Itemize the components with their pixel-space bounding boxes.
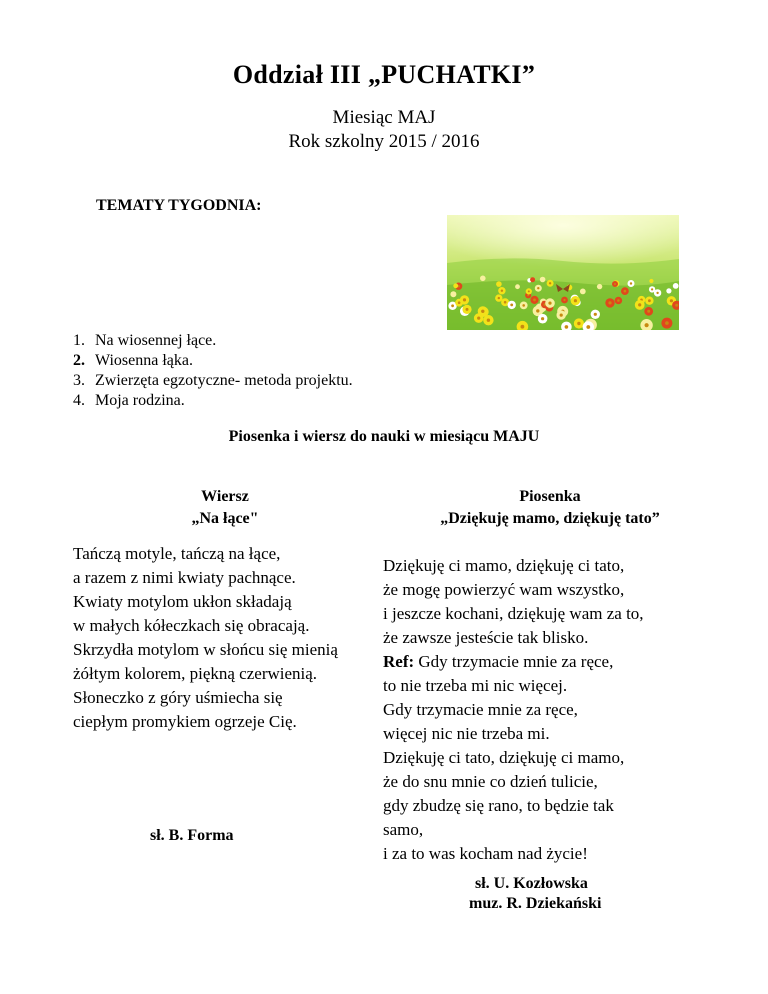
poem-text xyxy=(73,542,338,734)
flower-center xyxy=(522,304,525,307)
poem-heading xyxy=(100,486,350,530)
flower-center xyxy=(537,287,539,289)
topic-item xyxy=(73,391,353,411)
flower-center xyxy=(665,321,669,325)
flower-center xyxy=(504,301,507,304)
flower-center xyxy=(617,299,620,302)
flower-center xyxy=(670,299,673,302)
topic-text: Zwierzęta egzotyczne- metoda projektu. xyxy=(95,372,353,389)
song-line: że zawsze jesteście tak blisko. xyxy=(383,628,589,647)
flower-center xyxy=(560,314,563,317)
flower-dot xyxy=(597,284,602,289)
song-line-text: Gdy trzymacie mnie za ręce, xyxy=(414,652,614,671)
flower-center xyxy=(466,308,469,311)
section-heading: Piosenka i wiersz do nauki w miesiącu MAJU xyxy=(228,428,540,445)
song-text xyxy=(383,554,644,866)
flower-center xyxy=(675,304,678,307)
flower-dot xyxy=(496,281,502,287)
flower-center xyxy=(647,310,650,313)
flower-center xyxy=(565,325,569,329)
flower-center xyxy=(656,292,658,294)
topic-text: Moja rodzina. xyxy=(95,392,185,409)
poem-line: w małych kółeczkach się obracają. xyxy=(73,616,310,635)
flower-dot xyxy=(673,283,679,289)
meadow-image xyxy=(447,215,679,330)
flower-dot xyxy=(450,291,456,297)
song-line: że do snu mnie co dzień tulicie, xyxy=(383,772,598,791)
topic-number: 3. xyxy=(73,372,85,389)
poem-line: Skrzydła motylom w słońcu się mienią xyxy=(73,640,338,659)
flower-center xyxy=(630,282,632,284)
flower-center xyxy=(574,299,577,302)
song-line: i jeszcze kochani, dziękuję wam za to, xyxy=(383,604,644,623)
school-year-label: Rok szkolny 2015 / 2016 xyxy=(288,131,480,152)
poem-line: Tańczą motyle, tańczą na łące, xyxy=(73,544,281,563)
flower-center xyxy=(563,299,565,301)
flower-center xyxy=(458,301,461,304)
flower-center xyxy=(498,297,500,299)
topics-list xyxy=(73,331,353,411)
flower-center xyxy=(651,288,653,290)
month-label: Miesiąc MAJ xyxy=(332,107,436,128)
song-refrain-line xyxy=(383,650,644,674)
song-line: Dziękuję ci mamo, dziękuję ci tato, xyxy=(383,556,625,575)
song-title: „Dziękuję mamo, dziękuję tato” xyxy=(440,510,660,527)
topic-item xyxy=(73,351,353,371)
flower-center xyxy=(463,298,466,301)
flower-center xyxy=(541,317,544,320)
song-credits xyxy=(469,874,601,914)
flower-center xyxy=(638,303,641,306)
meadow-illustration xyxy=(447,215,679,330)
song-line: więcej nic nie trzeba mi. xyxy=(383,724,550,743)
topic-item xyxy=(73,331,353,351)
flower-center xyxy=(501,290,503,292)
flower-dot xyxy=(540,277,546,283)
flower-center xyxy=(577,322,580,325)
song-kind: Piosenka xyxy=(519,488,581,505)
topic-number: 2. xyxy=(73,352,85,369)
flower-center xyxy=(624,290,627,293)
flower-center xyxy=(608,301,611,304)
flower-center xyxy=(481,310,484,313)
flower-center xyxy=(451,304,454,307)
song-line: gdy zbudzę się rano, to będzie tak xyxy=(383,796,614,815)
flower-center xyxy=(487,319,490,322)
flower-center xyxy=(533,299,536,302)
poem-line: ciepłym promykiem ogrzeje Cię. xyxy=(73,712,297,731)
flower-center xyxy=(548,302,551,305)
song-line: to nie trzeba mi nic więcej. xyxy=(383,676,568,695)
page-title: Oddział III „PUCHATKI” xyxy=(232,60,536,89)
flower-center xyxy=(521,325,525,329)
flower-dot xyxy=(649,279,653,283)
song-line: Gdy trzymacie mnie za ręce, xyxy=(383,700,578,719)
poem-line: Słoneczko z góry uśmiecha się xyxy=(73,688,283,707)
flower-dot xyxy=(530,277,535,282)
topics-heading: TEMATY TYGODNIA: xyxy=(96,197,262,214)
refrain-label: Ref: xyxy=(383,652,415,671)
flower-center xyxy=(586,325,590,329)
music-author: muz. R. Dziekański xyxy=(469,895,602,912)
flower-dot xyxy=(580,289,586,295)
poem-line: żółtym kolorem, piękną czerwienią. xyxy=(73,664,318,683)
flower-center xyxy=(645,323,649,327)
poem-line: a razem z nimi kwiaty pachnące. xyxy=(73,568,296,587)
topic-item xyxy=(73,371,353,391)
lyrics-author: sł. U. Kozłowska xyxy=(475,875,588,892)
flower-dot xyxy=(515,284,520,289)
song-line: samo, xyxy=(383,820,424,839)
song-line: że mogę powierzyć wam wszystko, xyxy=(383,580,625,599)
topic-number: 1. xyxy=(73,332,85,349)
poem-kind: Wiersz xyxy=(201,488,249,505)
flower-center xyxy=(527,294,529,296)
poem-title: „Na łące" xyxy=(191,510,259,527)
flower-center xyxy=(614,283,616,285)
topic-text: Wiosenna łąka. xyxy=(95,352,193,369)
song-heading xyxy=(400,486,700,530)
poem-line: Kwiaty motylom ukłon składają xyxy=(73,592,292,611)
topic-text: Na wiosennej łące. xyxy=(95,332,217,349)
flower-dot xyxy=(480,276,486,282)
flower-center xyxy=(528,290,530,292)
flower-center xyxy=(510,304,513,307)
flower-dot xyxy=(453,283,458,288)
song-line: i za to was kocham nad życie! xyxy=(383,844,588,863)
flower-center xyxy=(549,282,551,284)
topic-number: 4. xyxy=(73,392,85,409)
flower-center xyxy=(536,309,539,312)
flower-dot xyxy=(666,288,671,293)
flower-center xyxy=(648,299,651,302)
song-line: Dziękuję ci tato, dziękuję ci mamo, xyxy=(383,748,625,767)
flower-center xyxy=(477,317,480,320)
poem-author: sł. B. Forma xyxy=(150,827,234,844)
flower-center xyxy=(594,313,597,316)
